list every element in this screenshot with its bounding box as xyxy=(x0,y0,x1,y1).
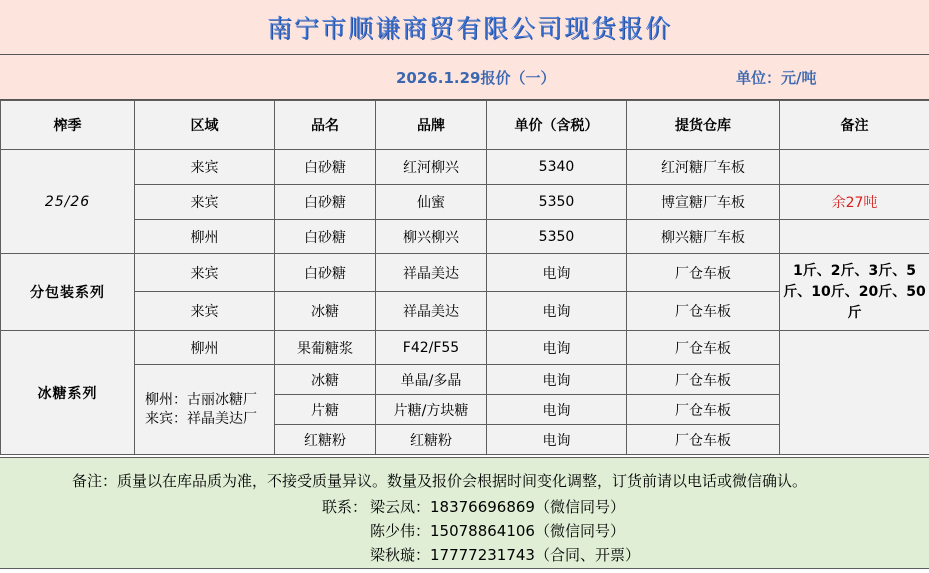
header-season: 榨季 xyxy=(1,101,135,150)
table-row xyxy=(1,185,929,220)
header-product: 品名 xyxy=(275,101,376,150)
region-cell: 来宾 xyxy=(135,292,275,331)
brand-cell: 单晶/多晶 xyxy=(376,365,487,395)
product-cell: 果葡糖浆 xyxy=(275,331,376,365)
price-cell: 电询 xyxy=(487,331,627,365)
price-cell: 5340 xyxy=(487,150,627,185)
header-remark: 备注 xyxy=(780,101,929,150)
warehouse-cell: 柳兴糖厂车板 xyxy=(627,220,780,254)
brand-cell: 柳兴柳兴 xyxy=(376,220,487,254)
warehouse-cell: 博宣糖厂车板 xyxy=(627,185,780,220)
product-cell: 白砂糖 xyxy=(275,254,376,292)
warehouse-cell: 厂仓车板 xyxy=(627,365,780,395)
package-sizes-remark: 1斤、2斤、3斤、5斤、10斤、20斤、50斤 xyxy=(780,254,929,331)
price-cell: 电询 xyxy=(487,254,627,292)
price-cell: 电询 xyxy=(487,425,627,455)
quote-date: 2026.1.29报价（一） xyxy=(396,69,556,87)
remark-cell: 余27吨 xyxy=(780,185,929,220)
remark-cell xyxy=(780,150,929,185)
region-cell: 来宾 xyxy=(135,185,275,220)
footer-note: 备注：质量以在库品质为准，不接受质量异议。数量及报价会根据时间变化调整，订货前请以电话或微信确认。 xyxy=(72,472,808,490)
price-cell: 5350 xyxy=(487,185,627,220)
region-cell: 来宾 xyxy=(135,150,275,185)
contact-line: 陈少伟：15078864106（微信同号） xyxy=(370,522,625,540)
subtitle-row xyxy=(0,54,929,100)
price-cell: 电询 xyxy=(487,365,627,395)
price-table xyxy=(0,100,929,455)
table-row xyxy=(1,220,929,254)
price-cell: 5350 xyxy=(487,220,627,254)
region-cell: 来宾 xyxy=(135,254,275,292)
warehouse-cell: 红河糖厂车板 xyxy=(627,150,780,185)
region-cell: 柳州 xyxy=(135,220,275,254)
table-row xyxy=(1,254,929,292)
page-title: 南宁市顺谦商贸有限公司现货报价 xyxy=(266,14,672,43)
region-factory-note xyxy=(135,365,275,455)
region-note-line: 柳州：古丽冰糖厂 xyxy=(145,391,257,408)
product-cell: 白砂糖 xyxy=(275,220,376,254)
price-cell: 电询 xyxy=(487,292,627,331)
title-row xyxy=(0,0,929,54)
header-brand: 品牌 xyxy=(376,101,487,150)
warehouse-cell: 厂仓车板 xyxy=(627,292,780,331)
footer-notes xyxy=(0,457,929,569)
remark-cell xyxy=(780,220,929,254)
product-cell: 冰糖 xyxy=(275,365,376,395)
warehouse-cell: 厂仓车板 xyxy=(627,331,780,365)
table-header-row xyxy=(1,101,929,150)
region-cell: 柳州 xyxy=(135,331,275,365)
group-label-season: 25/26 xyxy=(1,150,135,254)
product-cell: 白砂糖 xyxy=(275,185,376,220)
table-row xyxy=(1,150,929,185)
group-label-packaged: 分包装系列 xyxy=(1,254,135,331)
header-region: 区域 xyxy=(135,101,275,150)
region-note-line: 来宾：祥晶美达厂 xyxy=(145,410,257,427)
table-row xyxy=(1,331,929,365)
header-price: 单价（含税） xyxy=(487,101,627,150)
remark-cell xyxy=(780,331,929,455)
unit-label: 单位：元/吨 xyxy=(736,69,817,87)
brand-cell: 祥晶美达 xyxy=(376,254,487,292)
warehouse-cell: 厂仓车板 xyxy=(627,395,780,425)
warehouse-cell: 厂仓车板 xyxy=(627,254,780,292)
contact-label: 联系： xyxy=(322,498,368,516)
brand-cell: 红河柳兴 xyxy=(376,150,487,185)
brand-cell: F42/F55 xyxy=(376,331,487,365)
group-label-rock-sugar: 冰糖系列 xyxy=(1,331,135,455)
product-cell: 白砂糖 xyxy=(275,150,376,185)
product-cell: 片糖 xyxy=(275,395,376,425)
product-cell: 红糖粉 xyxy=(275,425,376,455)
header-warehouse: 提货仓库 xyxy=(627,101,780,150)
contact-line: 梁秋璇：17777231743（合同、开票） xyxy=(370,546,640,564)
brand-cell: 红糖粉 xyxy=(376,425,487,455)
price-cell: 电询 xyxy=(487,395,627,425)
contact-line: 梁云凤：18376696869（微信同号） xyxy=(370,498,625,516)
product-cell: 冰糖 xyxy=(275,292,376,331)
brand-cell: 祥晶美达 xyxy=(376,292,487,331)
brand-cell: 片糖/方块糖 xyxy=(376,395,487,425)
brand-cell: 仙蜜 xyxy=(376,185,487,220)
warehouse-cell: 厂仓车板 xyxy=(627,425,780,455)
